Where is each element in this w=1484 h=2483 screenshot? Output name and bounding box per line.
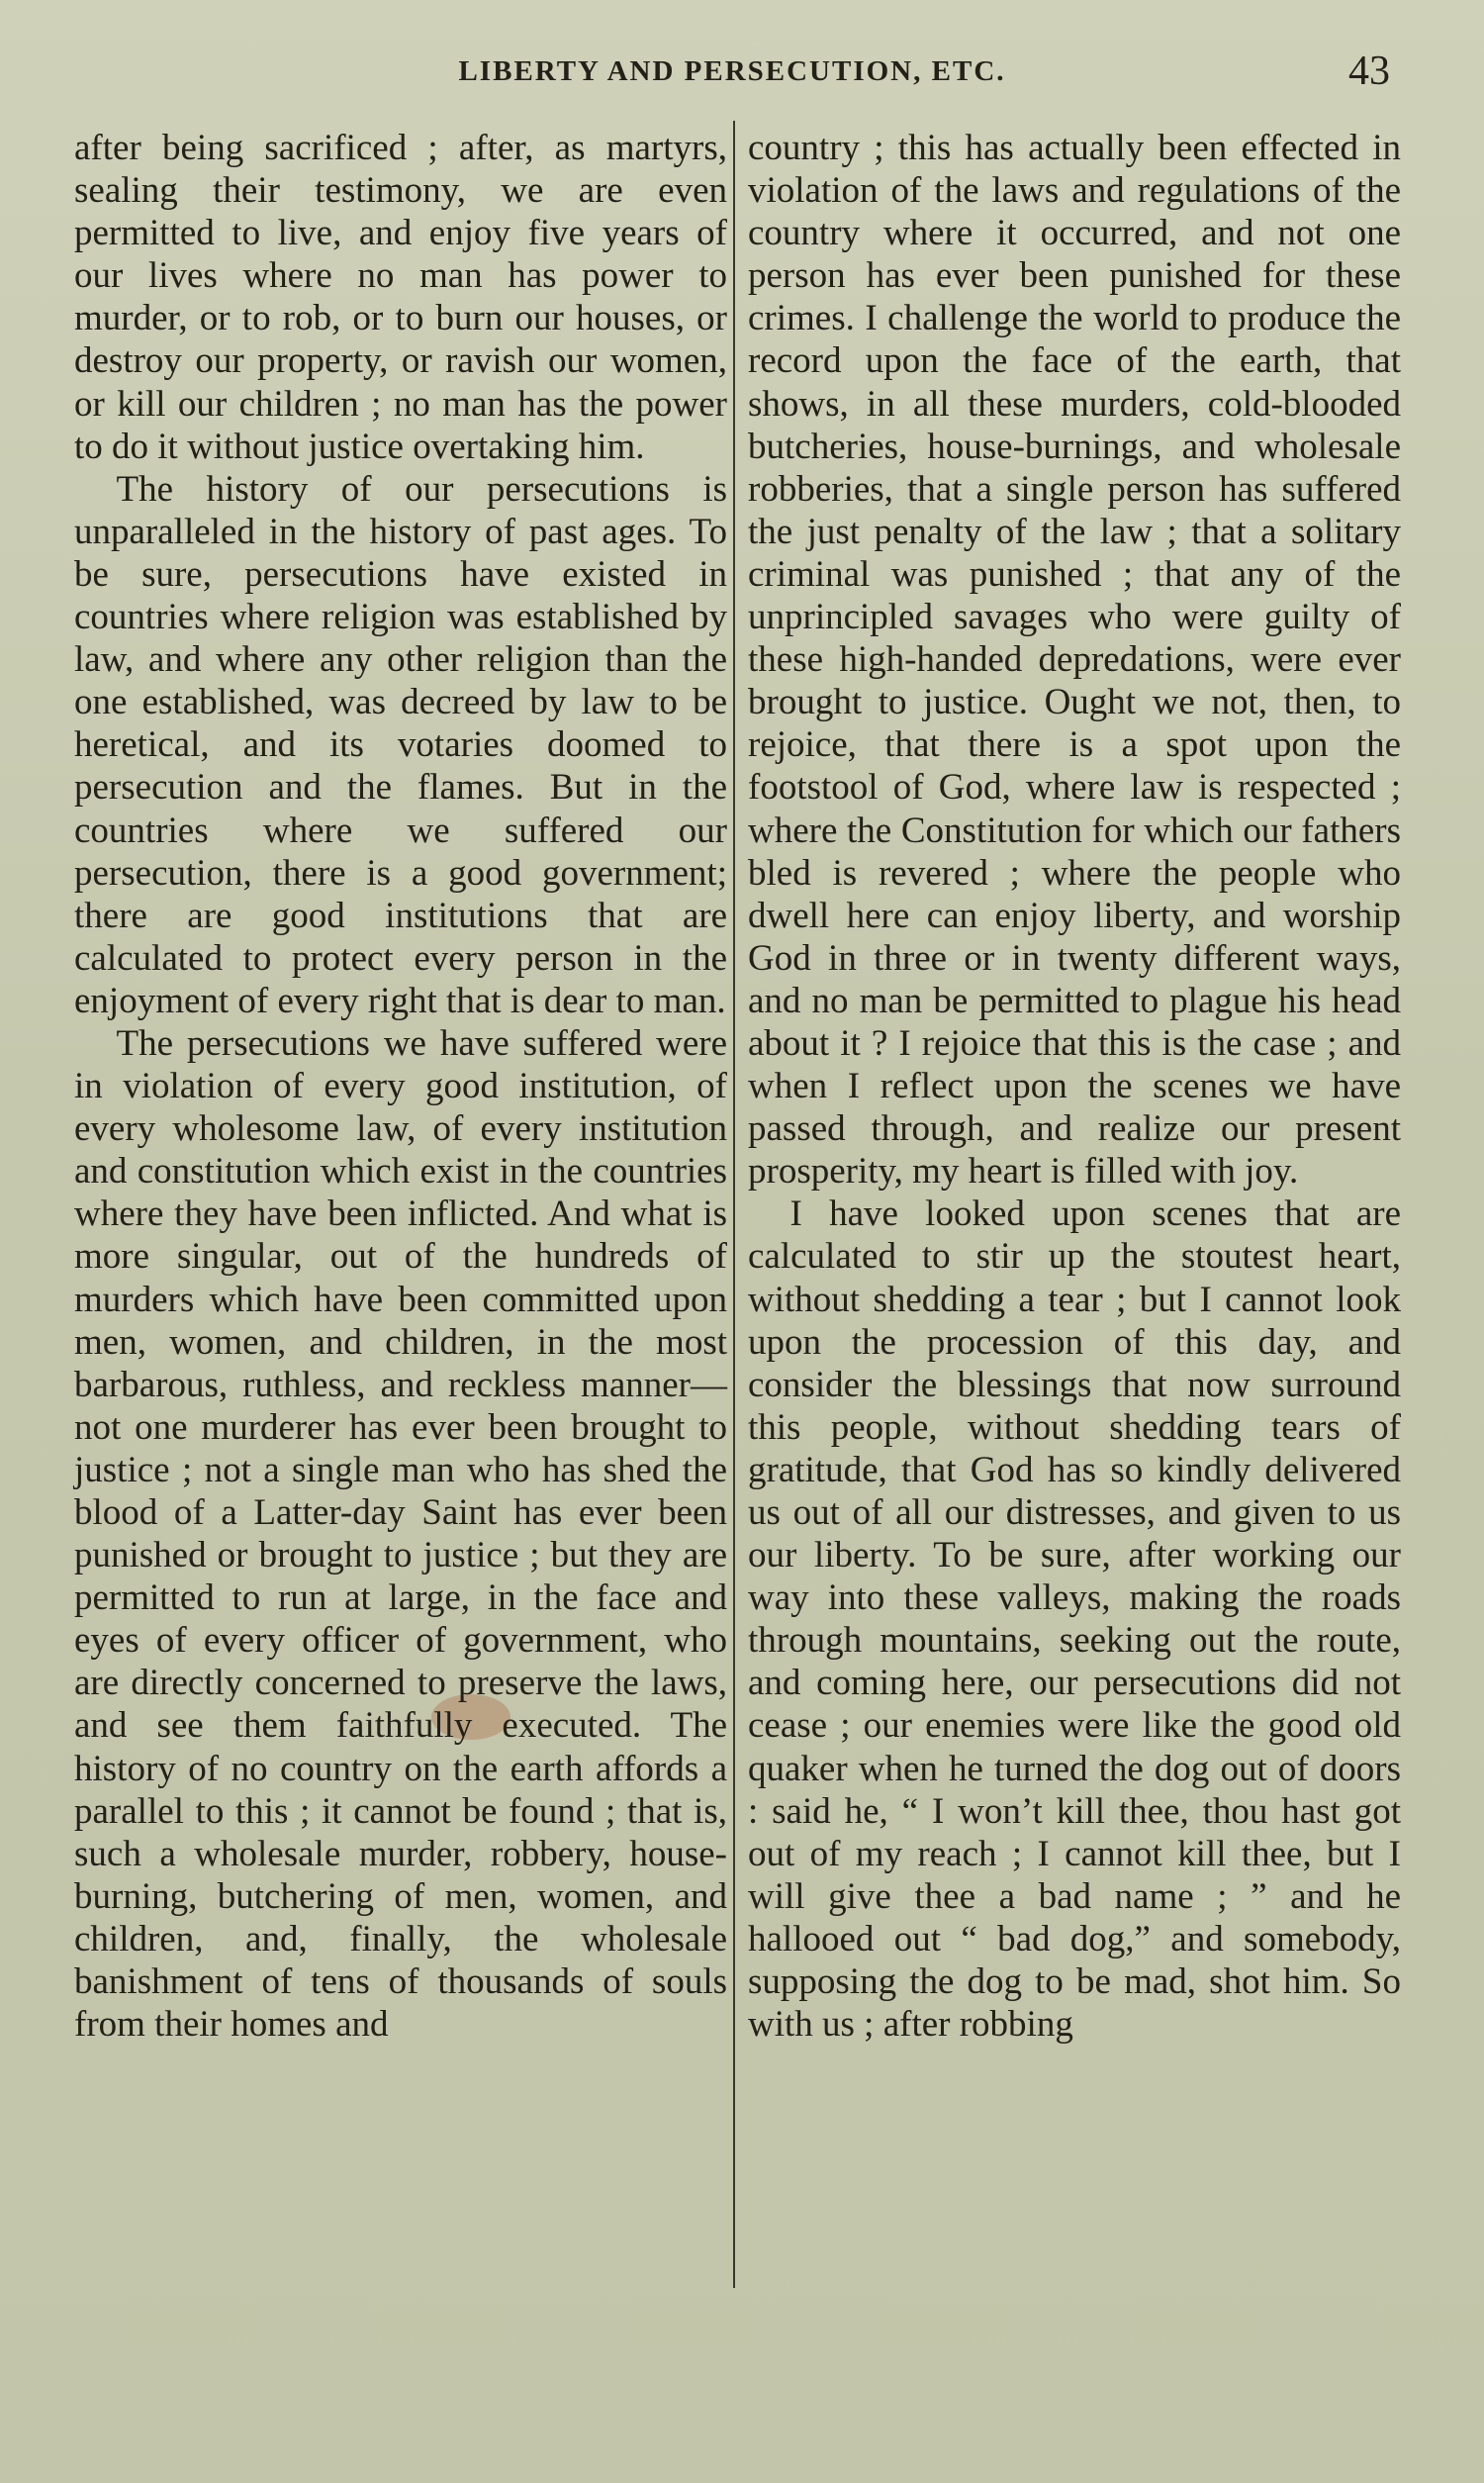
left-paragraph-2: The history of our persecutions is unparalleled in the history of past ages. To be sure, persecutions have existed in countries where religion was established by law, and where any other religion than the one established, was decreed by law to be heretical, and its votaries doomed to persecution and the flames. But in the countries where we suffered our persecution, there is a good government; there are good institutions that are calculated to protect every person in the enjoyment of every right that is dear to man.	[74, 468, 727, 1021]
column-divider	[733, 121, 735, 2288]
running-head: LIBERTY AND PERSECUTION, ETC.	[458, 55, 1006, 87]
left-paragraph-3: The persecutions we have suffered were in violation of every good institution, of every wholesome law, of every institution and constitution which exist in the countries where they have been inflicted. And what is more singular, out of the hundreds of murders which have been committed upon men, women, and children, in the most barbarous, ruthless, and reckless manner—not one murderer has ever been brought to justice ; not a single man who has shed the blood of a Latter-day Saint has ever been punished or brought to justice ; but they are permitted to run at large, in the face and eyes of every officer of government, who are directly concerned to preserve the laws, and see them faithfully executed. The history of no country on the earth affords a parallel to this ; it cannot be found ; that is, such a wholesale murder, robbery, house-burning, butchering of men, women, and children, and, finally, the wholesale banishment of tens of thousands of souls from their homes and	[74, 1022, 727, 2046]
page-header	[74, 48, 1390, 107]
right-paragraph-2: I have looked upon scenes that are calculated to stir up the stoutest heart, without shedding a tear ; but I cannot look upon the procession of this day, and consider the blessings that now surround this people, without shedding tears of gratitude, that God has so kindly delivered us out of all our distresses, and given to us our liberty. To be sure, after working our way into these valleys, making the roads through mountains, seeking out the route, and coming here, our persecutions did not cease ; our enemies were like the good old quaker when he turned the dog out of doors : said he, “ I won’t kill thee, thou hast got out of my reach ; I cannot kill thee, but I will give thee a bad name ; ” and he hallooed out “ bad dog,” and somebody, supposing the dog to be mad, shot him. So with us ; after robbing	[748, 1194, 1401, 2046]
left-paragraph-1: after being sacrificed ; after, as martyrs, sealing their testimony, we are even permitted to live, and enjoy five years of our lives where no man has power to murder, or to rob, or to burn our houses, or destroy our property, or ravish our women, or kill our children ; no man has the power to do it without justice overtaking him.	[74, 128, 727, 467]
page-number: 43	[1348, 48, 1390, 94]
right-column	[748, 127, 1401, 2046]
left-column	[74, 127, 727, 2046]
right-paragraph-1: country ; this has actually been effected in violation of the laws and regulations of the country where it occurred, and not one person has ever been punished for these crimes. I challenge the world to produce the record upon the face of the earth, that shows, in all these murders, cold-blooded butcheries, house-burnings, and wholesale robberies, that a single person has suffered the just penalty of the law ; that a solitary criminal was punished ; that any of the unprincipled savages who were guilty of these high-handed depredations, were ever brought to justice. Ought we not, then, to rejoice, that there is a spot upon the footstool of God, where law is respected ; where the Constitution for which our fathers bled is revered ; where the people who dwell here can enjoy liberty, and worship God in three or in twenty different ways, and no man be permitted to plague his head about it ? I rejoice that this is the case ; and when I reflect upon the scenes we have passed through, and realize our present prosperity, my heart is filled with joy.	[748, 128, 1401, 1193]
